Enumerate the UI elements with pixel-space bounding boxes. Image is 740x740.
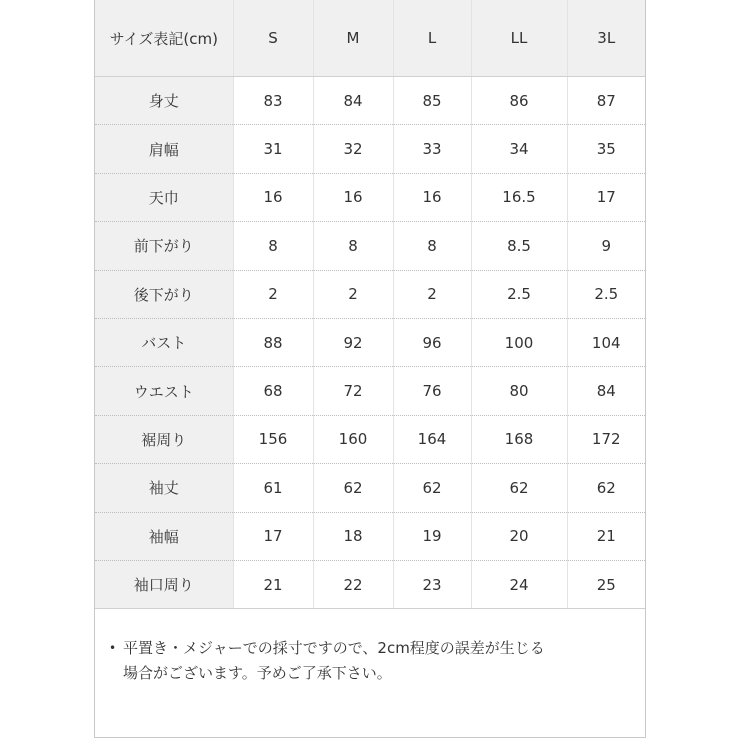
table-cell: 8 <box>313 222 393 270</box>
table-cell: 17 <box>233 512 313 560</box>
size-table <box>95 0 645 609</box>
table-row <box>95 464 645 512</box>
table-cell: 72 <box>313 367 393 415</box>
table-cell: 172 <box>567 415 645 463</box>
row-label: 肩幅 <box>95 125 233 173</box>
table-cell: 34 <box>471 125 567 173</box>
row-label: ウエスト <box>95 367 233 415</box>
row-label: 袖幅 <box>95 512 233 560</box>
table-cell: 24 <box>471 560 567 608</box>
table-cell: 20 <box>471 512 567 560</box>
table-cell: 62 <box>393 464 471 512</box>
table-row <box>95 77 645 125</box>
table-cell: 96 <box>393 318 471 366</box>
table-cell: 33 <box>393 125 471 173</box>
table-row <box>95 222 645 270</box>
table-cell: 68 <box>233 367 313 415</box>
table-cell: 2 <box>233 270 313 318</box>
size-header-3l: 3L <box>567 0 645 77</box>
table-cell: 62 <box>567 464 645 512</box>
header-label: サイズ表記(cm) <box>95 0 233 77</box>
note-line-1: 平置き・メジャーでの採寸ですので、2cm程度の誤差が生じる <box>123 639 545 657</box>
table-cell: 19 <box>393 512 471 560</box>
row-label: バスト <box>95 318 233 366</box>
table-cell: 8 <box>393 222 471 270</box>
table-cell: 8.5 <box>471 222 567 270</box>
table-cell: 21 <box>233 560 313 608</box>
row-label: 袖丈 <box>95 464 233 512</box>
table-row <box>95 560 645 608</box>
table-cell: 17 <box>567 173 645 221</box>
table-cell: 31 <box>233 125 313 173</box>
note-line-2: 場合がございます。予めご了承下さい。 <box>123 664 392 682</box>
table-cell: 104 <box>567 318 645 366</box>
table-cell: 2.5 <box>567 270 645 318</box>
table-row <box>95 173 645 221</box>
measurement-note <box>109 636 623 686</box>
table-cell: 92 <box>313 318 393 366</box>
table-cell: 22 <box>313 560 393 608</box>
size-chart-frame <box>94 0 646 738</box>
table-cell: 62 <box>471 464 567 512</box>
table-cell: 21 <box>567 512 645 560</box>
table-cell: 83 <box>233 77 313 125</box>
table-row <box>95 270 645 318</box>
table-cell: 76 <box>393 367 471 415</box>
bullet-icon: • <box>109 641 117 655</box>
table-row <box>95 318 645 366</box>
table-row <box>95 512 645 560</box>
table-cell: 35 <box>567 125 645 173</box>
row-label: 後下がり <box>95 270 233 318</box>
table-cell: 88 <box>233 318 313 366</box>
table-row <box>95 415 645 463</box>
row-label: 裾周り <box>95 415 233 463</box>
table-cell: 87 <box>567 77 645 125</box>
table-cell: 80 <box>471 367 567 415</box>
size-header-l: L <box>393 0 471 77</box>
table-cell: 100 <box>471 318 567 366</box>
table-cell: 61 <box>233 464 313 512</box>
row-label: 前下がり <box>95 222 233 270</box>
table-row <box>95 367 645 415</box>
size-header-ll: LL <box>471 0 567 77</box>
table-cell: 86 <box>471 77 567 125</box>
table-cell: 16 <box>313 173 393 221</box>
table-cell: 16 <box>393 173 471 221</box>
table-row <box>95 125 645 173</box>
row-label: 天巾 <box>95 173 233 221</box>
size-header-m: M <box>313 0 393 77</box>
table-cell: 84 <box>567 367 645 415</box>
table-cell: 2 <box>313 270 393 318</box>
table-cell: 8 <box>233 222 313 270</box>
table-cell: 16.5 <box>471 173 567 221</box>
table-cell: 2.5 <box>471 270 567 318</box>
table-cell: 84 <box>313 77 393 125</box>
table-cell: 62 <box>313 464 393 512</box>
table-cell: 168 <box>471 415 567 463</box>
table-cell: 2 <box>393 270 471 318</box>
table-cell: 18 <box>313 512 393 560</box>
table-header-row <box>95 0 645 77</box>
table-cell: 160 <box>313 415 393 463</box>
row-label: 身丈 <box>95 77 233 125</box>
table-cell: 25 <box>567 560 645 608</box>
table-cell: 164 <box>393 415 471 463</box>
table-cell: 23 <box>393 560 471 608</box>
table-cell: 156 <box>233 415 313 463</box>
table-cell: 32 <box>313 125 393 173</box>
table-cell: 16 <box>233 173 313 221</box>
row-label: 袖口周り <box>95 560 233 608</box>
table-cell: 9 <box>567 222 645 270</box>
size-header-s: S <box>233 0 313 77</box>
table-cell: 85 <box>393 77 471 125</box>
